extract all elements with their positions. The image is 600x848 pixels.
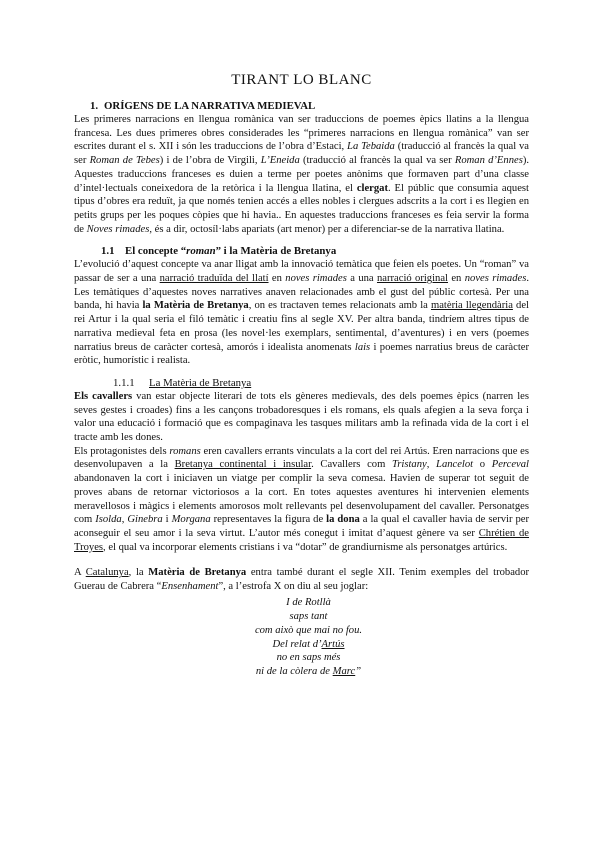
- paragraph-protagonists: [74, 445, 529, 555]
- text: ”, a l’estrofa X on diu al seu joglar:: [218, 581, 369, 593]
- text: del rei Artur i la qual seria el filó temàtic i creatiu fins al segle XV. Per altra banda, tindríem altres tipus de narrativa medieval feta en prosa (les novel·les exemplars, sentimental, d’aventures) i en vers (poemes narratius breus de caràcter cortesà, amorós i idealista anomenats: [74, 300, 529, 353]
- italic-text: noves rimades: [285, 273, 347, 285]
- text: El concepte “: [125, 245, 187, 258]
- paragraph-knights: [74, 390, 529, 445]
- poem-line: [88, 638, 529, 652]
- text: representaves la figura de: [210, 514, 327, 526]
- section-number: 1.1.1: [113, 376, 135, 389]
- text: ,: [121, 514, 128, 526]
- text: ”: [355, 666, 362, 678]
- italic-text: Perceval: [491, 459, 529, 471]
- bold-text: Matèria de Bretanya: [148, 567, 247, 579]
- text: A: [74, 567, 86, 579]
- bold-text: la dona: [326, 514, 360, 526]
- poem-quote: [74, 596, 529, 679]
- text: i poemes narratius breus de caràcter eròtic, humorístic i realista.: [74, 341, 529, 367]
- underlined-text: narració traduïda del llatí: [159, 273, 269, 285]
- text: abandonaven la cort i iniciaven un viatge per complir la seva comesa. Havien de superar tot seguit de proves abans de retornar victoriosos a la cort. En totes aquestes aventures hi intervenien elements meravellosos i màgics i elements amorosos molt rellevants pel desenvolupament del cavaller. Personatges com: [74, 473, 529, 526]
- text: , la: [128, 567, 149, 579]
- poem-line: [88, 665, 529, 679]
- text: (traducció al francès la qual va ser: [299, 155, 455, 167]
- poem-line: I de Rotllà: [286, 596, 331, 608]
- italic-text: Tristany: [391, 459, 427, 471]
- italic-text: Morgana: [171, 514, 211, 526]
- bold-text: la Matèria de Bretanya: [142, 300, 249, 312]
- section-heading-1-1: [101, 244, 529, 258]
- text: i: [162, 514, 172, 526]
- text: entra també durant el segle XII. Tenim exemples del trobador Guerau de Cabrera “: [74, 567, 530, 593]
- italic-text: Isolda: [95, 514, 122, 526]
- paragraph-concept: [74, 258, 529, 368]
- underlined-text: Chrétien de Troyes: [74, 527, 529, 553]
- underlined-text: Catalunya: [85, 567, 129, 579]
- italic-text: La Tebaida: [347, 141, 395, 153]
- italic-text: Noves rimades: [86, 223, 150, 235]
- bold-text: Els cavallers: [74, 390, 133, 402]
- text: en: [268, 273, 286, 285]
- underlined-text: Artús: [321, 638, 345, 650]
- section-heading-1-1-1: [113, 376, 529, 390]
- text: Del relat d’: [272, 638, 322, 650]
- text: L’evolució d’aquest concepte va anar lligat amb la innovació temàtica que feien els poetes. Un “roman” va passar de ser a una: [74, 259, 529, 285]
- italic-text: roman: [186, 245, 216, 258]
- text: , el qual va incorporar elements cristians i va “dotar” de grandiurnisme als personatges artúrics.: [103, 541, 508, 553]
- poem-line: no en saps més: [276, 652, 341, 664]
- section-title: La Matèria de Bretanya: [149, 376, 252, 389]
- bold-text: clergat: [356, 182, 388, 194]
- italic-text: Roman d’Ennes: [454, 155, 523, 167]
- underlined-text: matèria llegendària: [430, 300, 513, 312]
- paragraph-catalonia: [74, 566, 529, 593]
- text: en: [448, 273, 465, 285]
- text: ). Aquestes traduccions franceses es duien a terme per poetes anònims que formaven part d’una classe d’intel·lectuals coneixedora de la retòrica i la llengua llatina, el: [74, 155, 530, 194]
- italic-text: Ensenhament: [161, 581, 219, 593]
- section-title: ORÍGENS DE LA NARRATIVA MEDIEVAL: [104, 100, 316, 112]
- text: a una: [346, 273, 377, 285]
- text: a la qual el cavaller havia de servir per aconseguir el seu amor i la seva virtut. L’autor més conegut i imitat d’aquest gènere va ser: [74, 514, 529, 539]
- document-title: TIRANT LO BLANC: [231, 72, 372, 88]
- section-number: 1.: [90, 100, 99, 112]
- italic-text: romans: [169, 445, 201, 457]
- underlined-text: narració original: [376, 273, 448, 285]
- section-heading-1: [90, 99, 529, 113]
- underlined-text: Bretanya continental i insular: [174, 459, 312, 471]
- text: , és a dir, octosíl·labs apariats (art menor) per a diferenciar-se de la narrativa llatina.: [149, 223, 505, 235]
- italic-text: Ginebra: [127, 514, 163, 526]
- text: Els protagonistes dels: [74, 445, 170, 457]
- text: van estar objecte literari de tots els gèneres medievals, des dels poemes èpics (narren les seves gestes i croades) fins a les cançons trobadoresques i els romans, els quals afegien a la seva força i valor una educació i formació que es compaginava les tasques militars amb la refinada vida de la cort i el tracte amb les dones.: [74, 390, 529, 444]
- text: ,: [426, 459, 437, 471]
- text: . Les temàtiques d’aquestes noves narratives anaven relacionades amb el gust del públic cortesà. Per una banda, hi havia: [74, 273, 530, 312]
- text: ni de la còlera de: [255, 666, 333, 678]
- text: (traducció al francès la qual va ser: [74, 141, 529, 167]
- italic-text: Roman de Tebes: [89, 155, 160, 167]
- text: o: [473, 459, 492, 471]
- poem-line: com això que mai no fou.: [254, 624, 363, 636]
- italic-text: Lancelot: [436, 459, 474, 471]
- italic-text: lais: [354, 341, 371, 353]
- text: Les primeres narracions en llengua romànica van ser traduccions de poemes èpics llatins a la llengua francesa. Les dues primeres obres considerades les “primeres narracions en llengua romànica” van ser escrites durant el s. XII i són les traduccions de l’obra d’Estaci,: [74, 114, 529, 153]
- italic-text: L’Eneida: [260, 155, 300, 167]
- text: eren cavallers errants vinculats a la cort del rei Artús. Eren narracions que es desenvolupaven a la: [74, 445, 529, 471]
- poem-line: saps tant: [289, 610, 328, 622]
- document-page: [74, 72, 529, 679]
- text: . El públic que consumia aquest tipus d’obres era reduït, ja que només tenien accés a elles nobles i clergues adscrits a la cort i es llegien en petits grups per les poques còpies que hi havia.. En aquestes traduccions franceses es feia servir la forma de: [74, 182, 529, 235]
- underlined-text: Marc: [332, 666, 356, 678]
- text: , on es tractaven temes relacionats amb la: [248, 300, 431, 312]
- italic-text: noves rimades: [464, 273, 527, 285]
- text: ” i la Matèria de Bretanya: [215, 245, 337, 258]
- section-number: 1.1: [101, 245, 115, 258]
- text: . Cavallers com: [311, 459, 392, 471]
- paragraph-origins: [74, 113, 529, 236]
- text: ) i de l’obra de Virgili,: [159, 155, 261, 167]
